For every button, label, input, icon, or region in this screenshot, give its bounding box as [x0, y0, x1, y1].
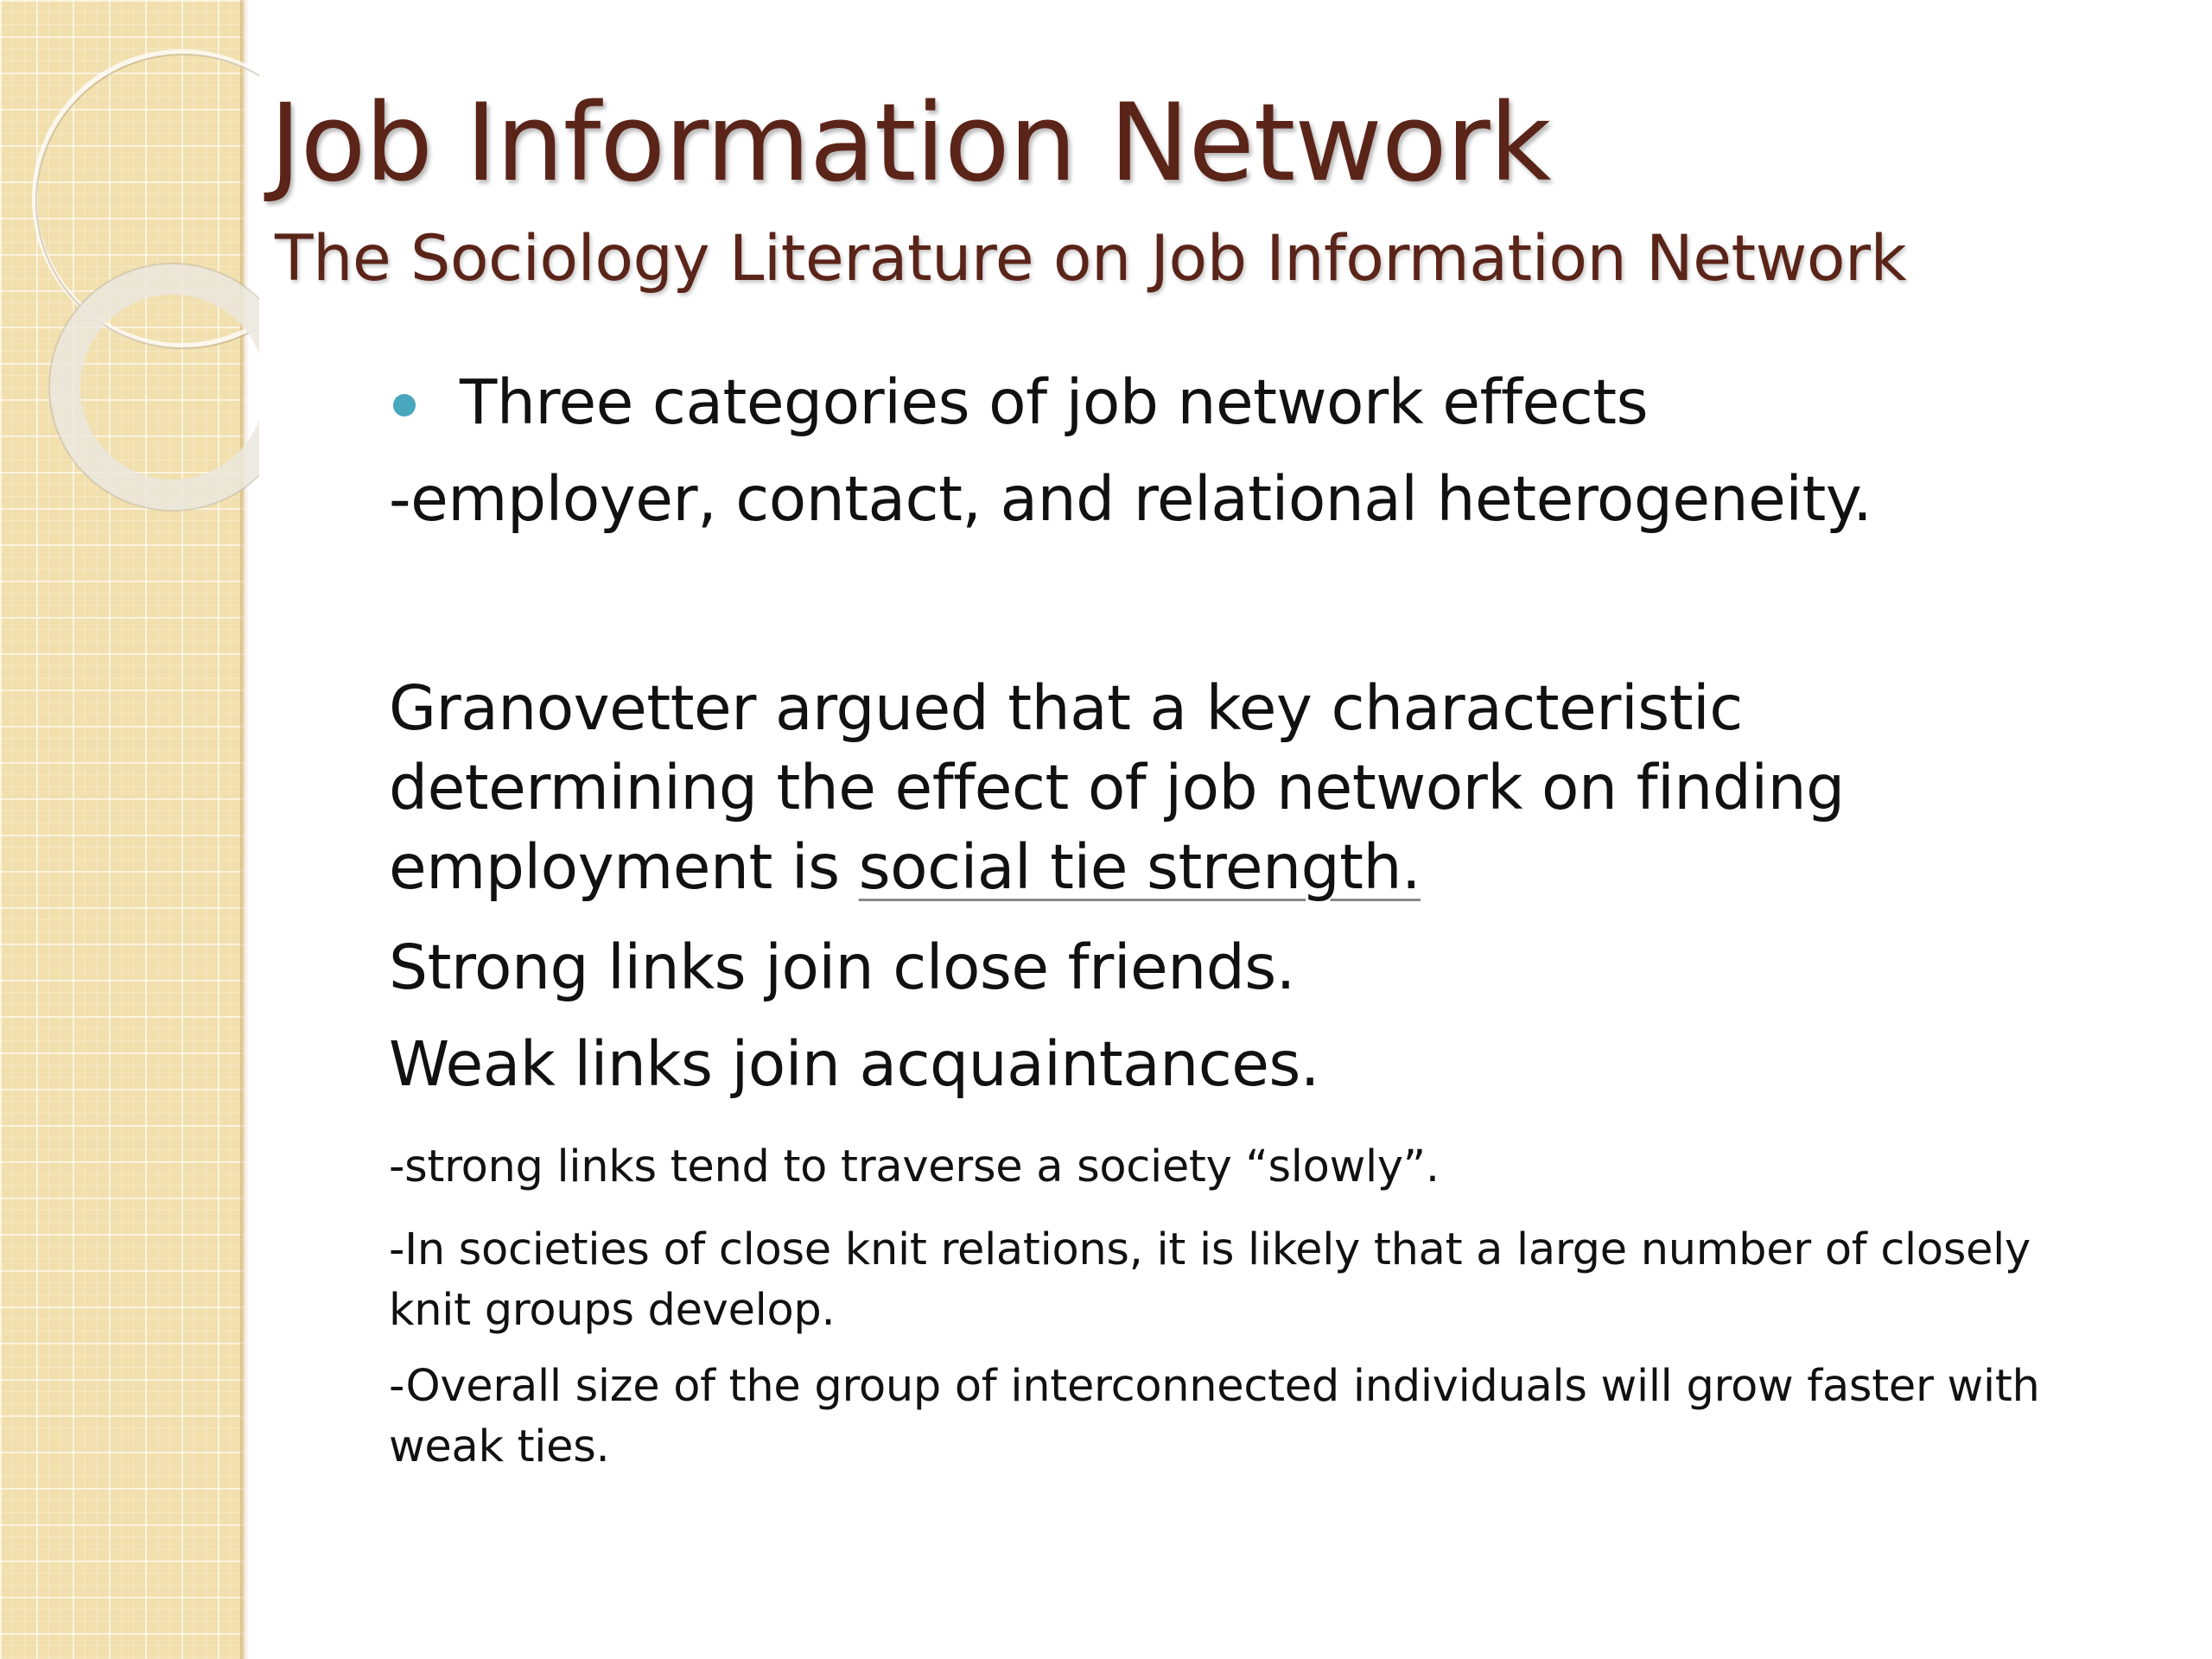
- note-close-knit-groups: -In societies of close knit relations, it is likely that a large number of closely knit groups develop.: [389, 1224, 2031, 1336]
- slide-subtitle: The Sociology Literature on Job Information Network: [275, 222, 1907, 296]
- bullet-dot-icon: [393, 394, 416, 416]
- decorative-rings: [0, 0, 259, 553]
- note-weak-ties-growth: -Overall size of the group of interconnected individuals will grow faster with weak ties.: [389, 1361, 2040, 1472]
- small-ring: [65, 279, 259, 495]
- employer-contact-line: -employer, contact, and relational heterogeneity.: [389, 463, 1872, 535]
- granovetter-lead: Granovetter argued that a key characteristic determining the effect of job network on finding employment is: [389, 672, 1845, 903]
- strong-links-line: Strong links join close friends.: [389, 931, 1295, 1003]
- social-tie-strength-underlined: social tie strength.: [858, 831, 1421, 903]
- bullet-three-categories: Three categories of job network effects: [460, 366, 1649, 438]
- weak-links-line: Weak links join acquaintances.: [389, 1028, 1319, 1100]
- slide-title: Job Information Network: [270, 81, 1551, 206]
- note-strong-links-slowly: -strong links tend to traverse a society “slowly”.: [389, 1141, 1440, 1192]
- granovetter-paragraph: [389, 669, 2117, 907]
